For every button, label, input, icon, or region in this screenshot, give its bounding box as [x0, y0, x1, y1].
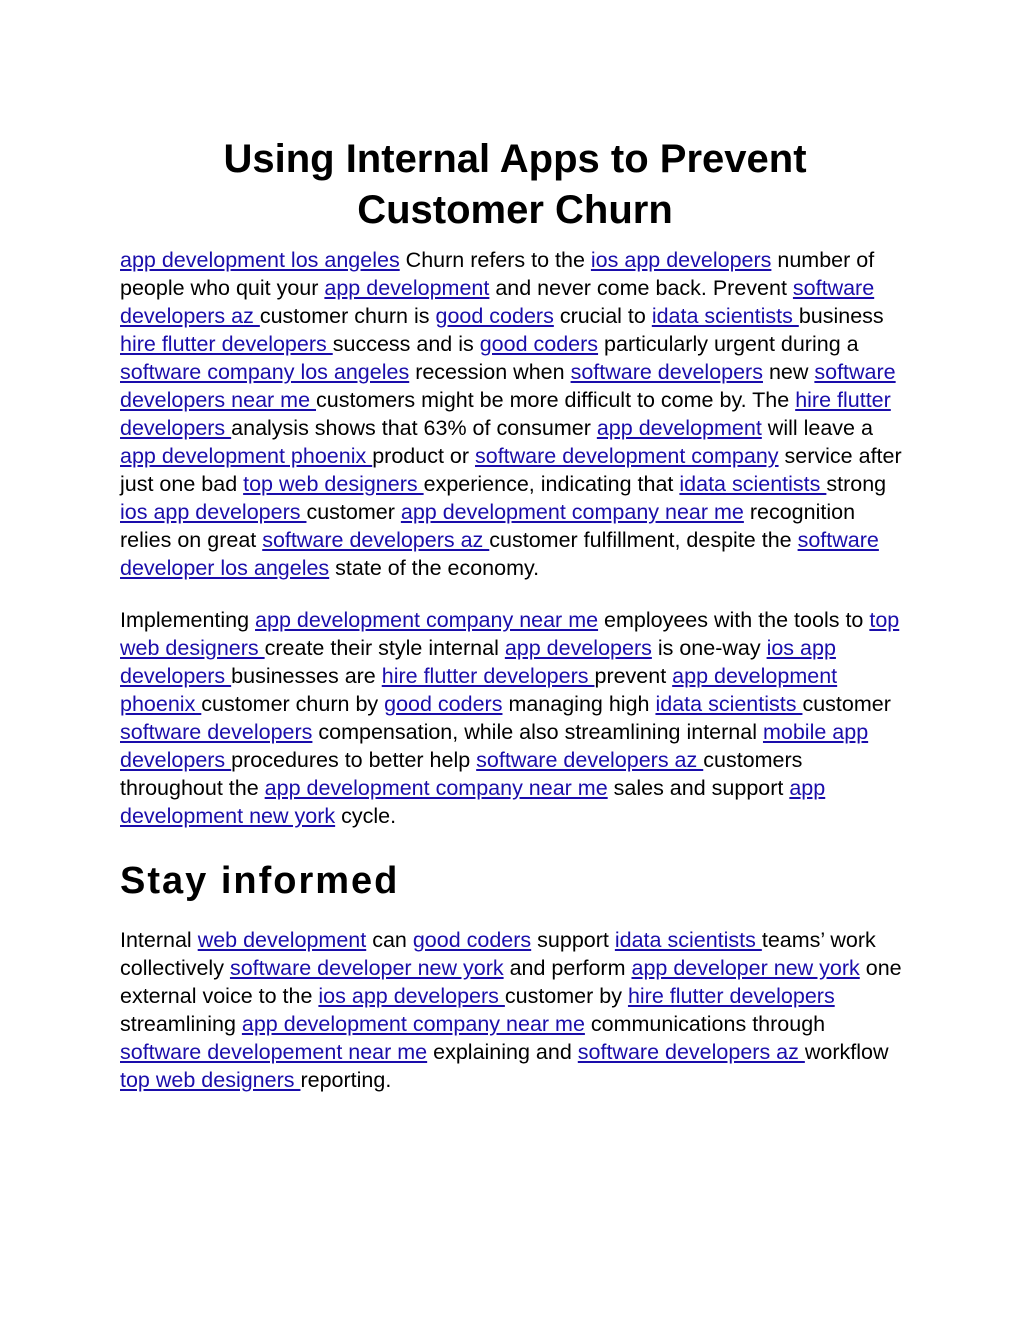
body-text: customers might be more difficult to come by. The	[316, 388, 796, 412]
inline-link[interactable]: ios app developers	[120, 636, 836, 688]
inline-link[interactable]: software developer los angeles	[120, 528, 879, 580]
body-text: cycle.	[335, 804, 397, 828]
body-text: sales and support	[607, 776, 790, 800]
body-text: customer churn is	[259, 304, 436, 328]
inline-link[interactable]: app development company near me	[241, 1012, 585, 1036]
body-text: teams’ work collectively	[120, 928, 876, 980]
inline-link[interactable]: software developers az	[577, 1040, 805, 1064]
body-text: Churn refers to the	[399, 248, 591, 272]
inline-link[interactable]: hire flutter developers	[381, 664, 595, 688]
body-text: state of the economy.	[329, 556, 540, 580]
inline-link[interactable]: software company los angeles	[120, 360, 410, 384]
body-text: businesses are	[231, 664, 382, 688]
body-text: Implementing	[120, 608, 256, 632]
inline-link[interactable]: app development los angeles	[120, 248, 400, 272]
inline-link[interactable]: app development new york	[120, 776, 826, 828]
body-text: workflow	[804, 1040, 889, 1064]
inline-link[interactable]: app development company near me	[400, 500, 744, 524]
inline-link[interactable]: good coders	[412, 928, 532, 952]
inline-link[interactable]: software developers az	[476, 748, 704, 772]
inline-link[interactable]: hire flutter developers	[627, 984, 835, 1008]
body-text: managing high	[502, 692, 656, 716]
inline-link[interactable]: mobile app developers	[120, 720, 869, 772]
inline-link[interactable]: software developer new york	[229, 956, 504, 980]
inline-link[interactable]: good coders	[435, 304, 554, 328]
body-text: customer	[306, 500, 401, 524]
inline-link[interactable]: ios app developers	[590, 248, 772, 272]
body-text: and perform	[503, 956, 632, 980]
inline-link[interactable]: app development company near me	[264, 776, 608, 800]
body-text: employees with the tools to	[598, 608, 870, 632]
body-text: communications through	[584, 1012, 826, 1036]
body-text: customer churn by	[201, 692, 385, 716]
inline-link[interactable]: app development phoenix	[120, 664, 838, 716]
body-text: number of people who quit your	[120, 248, 875, 300]
body-text: compensation, while also streamlining internal	[312, 720, 763, 744]
body-text: business	[798, 304, 884, 328]
inline-link[interactable]: hire flutter developers	[120, 388, 891, 440]
body-text: procedures to better help	[231, 748, 477, 772]
section-heading: Stay informed	[120, 860, 400, 902]
body-text: recession when	[409, 360, 571, 384]
body-text: product or	[372, 444, 475, 468]
inline-link[interactable]: idata scientists	[651, 304, 799, 328]
inline-link[interactable]: software developement near me	[120, 1040, 428, 1064]
body-text: crucial to	[553, 304, 652, 328]
body-text: Internal	[120, 928, 198, 952]
paragraph-implementing	[120, 606, 910, 830]
body-text: customer	[802, 692, 891, 716]
body-text: is one-way	[651, 636, 767, 660]
inline-link[interactable]: idata scientists	[655, 692, 803, 716]
body-text: will leave a	[761, 416, 873, 440]
body-text: analysis shows that 63% of consumer	[231, 416, 597, 440]
inline-link[interactable]: app development phoenix	[120, 444, 373, 468]
inline-link[interactable]: ios app developers	[120, 500, 307, 524]
inline-link[interactable]: web development	[197, 928, 367, 952]
body-text: success and is	[332, 332, 480, 356]
page-title: Using Internal Apps to Prevent Customer Churn	[223, 137, 807, 232]
body-text: service after just one bad	[120, 444, 902, 496]
paragraph-intro	[120, 246, 910, 582]
body-text: particularly urgent during a	[598, 332, 859, 356]
inline-link[interactable]: app developers	[504, 636, 652, 660]
inline-link[interactable]: top web designers	[120, 1068, 301, 1092]
inline-link[interactable]: app development	[324, 276, 490, 300]
body-text: can	[366, 928, 413, 952]
body-text: streamlining	[120, 1012, 242, 1036]
inline-link[interactable]: idata scientists	[679, 472, 827, 496]
body-text: explaining and	[427, 1040, 578, 1064]
body-text: customers throughout the	[120, 748, 803, 800]
body-text: and never come back. Prevent	[489, 276, 793, 300]
body-text: experience, indicating that	[423, 472, 680, 496]
inline-link[interactable]: good coders	[479, 332, 599, 356]
inline-link[interactable]: app development	[596, 416, 762, 440]
inline-link[interactable]: software developers az	[120, 276, 875, 328]
inline-link[interactable]: software development company	[475, 444, 779, 468]
inline-link[interactable]: idata scientists	[614, 928, 762, 952]
inline-link[interactable]: software developers	[120, 720, 313, 744]
body-text: one external voice to the	[120, 956, 902, 1008]
body-text: create their style internal	[264, 636, 505, 660]
body-text: customer fulfillment, despite the	[489, 528, 798, 552]
body-text: prevent	[594, 664, 673, 688]
document-page	[120, 134, 910, 1094]
inline-link[interactable]: good coders	[384, 692, 503, 716]
inline-link[interactable]: app developer new york	[631, 956, 860, 980]
inline-link[interactable]: ios app developers	[318, 984, 505, 1008]
inline-link[interactable]: software developers az	[262, 528, 490, 552]
body-text: recognition relies on great	[120, 500, 856, 552]
body-text: reporting.	[300, 1068, 392, 1092]
inline-link[interactable]: top web designers	[243, 472, 424, 496]
inline-link[interactable]: top web designers	[120, 608, 900, 660]
paragraph-internal	[120, 926, 910, 1094]
body-text: support	[531, 928, 615, 952]
body-text: strong	[826, 472, 887, 496]
inline-link[interactable]: app development company near me	[255, 608, 599, 632]
inline-link[interactable]: software developers near me	[120, 360, 896, 412]
inline-link[interactable]: software developers	[570, 360, 763, 384]
body-text: new	[762, 360, 815, 384]
inline-link[interactable]: hire flutter developers	[120, 332, 333, 356]
body-text: customer by	[504, 984, 628, 1008]
